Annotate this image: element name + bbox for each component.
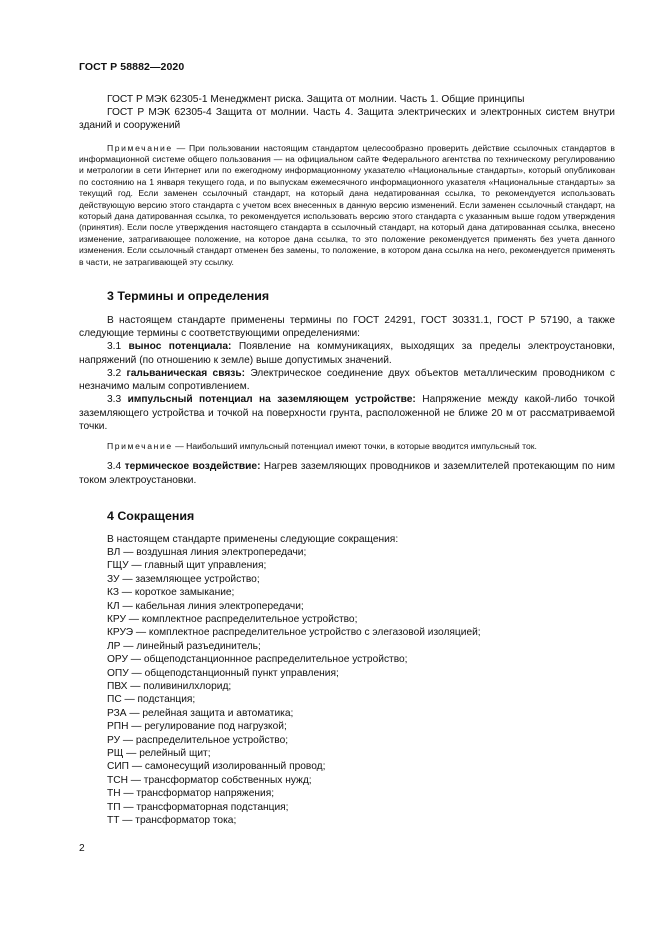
note-term-3-3 [79, 441, 615, 452]
note-references [79, 143, 615, 268]
term-name: вынос потенциала: [128, 341, 232, 353]
note-text: — Наибольший импульсный потенциал имеют точки, в которые вводится импульсный ток. [175, 440, 537, 451]
term-definition: Напряжение между какой-либо точкой заземляющего устройства и точкой на поверхности грунта, расположенной не ближе 20 м от рассматриваемой точки. [79, 394, 615, 432]
page-content [79, 93, 615, 827]
term-number: 3.4 [107, 461, 122, 473]
term-3-2 [79, 367, 615, 393]
page-number: 2 [79, 843, 85, 854]
list-item: РЩ — релейный щит; [107, 748, 211, 760]
list-item: СИП — самонесущий изолированный провод; [107, 761, 326, 773]
term-3-1 [79, 340, 615, 366]
list-item: ТН — трансформатор напряжения; [107, 788, 275, 800]
list-item: РУ — распределительное устройство; [107, 734, 289, 746]
term-3-3 [79, 393, 615, 433]
note-text: — При пользовании настоящим стандартом целесообразно проверить действие ссылочных стандартов в информационной системе общего пользования — на официальном сайте Федерального агентства по техническому регулированию и метрологии в сети Интернет или по ежегодному информационному указателю «Национальные стандарты», который опубликован по состоянию на 1 января текущего года, и по выпускам ежемесячного информационного указателя «Национальные стандарты» за текущий год. Если заменен ссылочный стандарт, на который дана недатированная ссылка, то рекомендуется использовать действующую версию этого стандарта с учетом всех внесенных в данную версию изменений. Если заменен ссылочный стандарт, на который дана датированная ссылка, то рекомендуется использовать версию этого стандарта с указанным выше годом утверждения (принятия). Если после утверждения настоящего стандарта в ссылочный стандарт, на который дана датированная ссылка, внесено изменение, затрагивающее положение, на которое дана ссылка, то это положение рекомендуется применять без учета данного изменения. Если ссылочный стандарт отменен без замены, то положение, в котором дана ссылка на него, рекомендуется применять в части, не затрагивающей эту ссылку. [79, 142, 616, 267]
list-item: КЗ — короткое замыкание; [107, 587, 235, 599]
section-3-heading: 3 Термины и определения [107, 289, 270, 304]
list-item: КЛ — кабельная линия электропередачи; [107, 600, 304, 612]
list-item: ПВХ — поливинилхлорид; [107, 680, 232, 692]
list-item: ГЩУ — главный щит управления; [107, 560, 267, 572]
document-code: ГОСТ Р 58882—2020 [79, 61, 185, 73]
term-number: 3.1 [107, 341, 122, 353]
term-definition: Появление на коммуникациях, выходящих за пределы электроустановки, напряжений (по отношению к земле) выше допустимых значений. [79, 341, 615, 366]
note-lead: Примечание [107, 142, 173, 153]
term-definition: Нагрев заземляющих проводников и заземлителей протекающим по ним током электроустановки. [79, 461, 615, 486]
list-item: ПС — подстанция; [107, 694, 196, 706]
term-name: гальваническая связь: [126, 367, 245, 379]
term-name: термическое воздействие: [124, 461, 261, 473]
term-3-4 [79, 460, 615, 486]
reference-2: ГОСТ Р МЭК 62305-4 Защита от молнии. Часть 4. Защита электрических и электронных систем внутри зданий и сооружений [79, 107, 615, 132]
list-item: ТСН — трансформатор собственных нужд; [107, 774, 312, 786]
list-item: КРУ — комплектное распределительное устройство; [107, 613, 358, 625]
list-item: РЗА — релейная защита и автоматика; [107, 707, 294, 719]
reference-1: ГОСТ Р МЭК 62305-1 Менеджмент риска. Защита от молнии. Часть 1. Общие принципы [107, 94, 525, 105]
list-item: КРУЭ — комплектное распределительное устройство с элегазовой изоляцией; [107, 627, 481, 639]
section-3-intro: В настоящем стандарте применены термины по ГОСТ 24291, ГОСТ 30331.1, ГОСТ Р 57190, а также следующие термины с соответствующими определениями: [79, 315, 615, 340]
term-name: импульсный потенциал на заземляющем устройстве: [127, 394, 416, 406]
list-item: ОПУ — общеподстанционный пункт управления; [107, 667, 339, 679]
list-item: ЛР — линейный разъединитель; [107, 640, 261, 652]
term-number: 3.2 [107, 367, 122, 379]
list-item: ТП — трансформаторная подстанция; [107, 801, 289, 813]
list-item: ОРУ — общеподстанционнное распределительное устройство; [107, 654, 408, 666]
term-definition: Электрическое соединение двух объектов металлическим проводником с незначимо малым сопротивлением. [79, 367, 615, 393]
section-4-heading: 4 Сокращения [107, 508, 195, 523]
list-item: ВЛ — воздушная линия электропередачи; [107, 546, 307, 558]
note-lead: Примечание [107, 440, 173, 451]
list-item: РПН — регулирование под нагрузкой; [107, 721, 287, 733]
abbreviation-list [79, 546, 615, 828]
section-4-intro: В настоящем стандарте применены следующие сокращения: [107, 533, 399, 545]
term-number: 3.3 [107, 394, 122, 406]
list-item: ТТ — трансформатор тока; [107, 815, 237, 827]
list-item: ЗУ — заземляющее устройство; [107, 573, 260, 585]
